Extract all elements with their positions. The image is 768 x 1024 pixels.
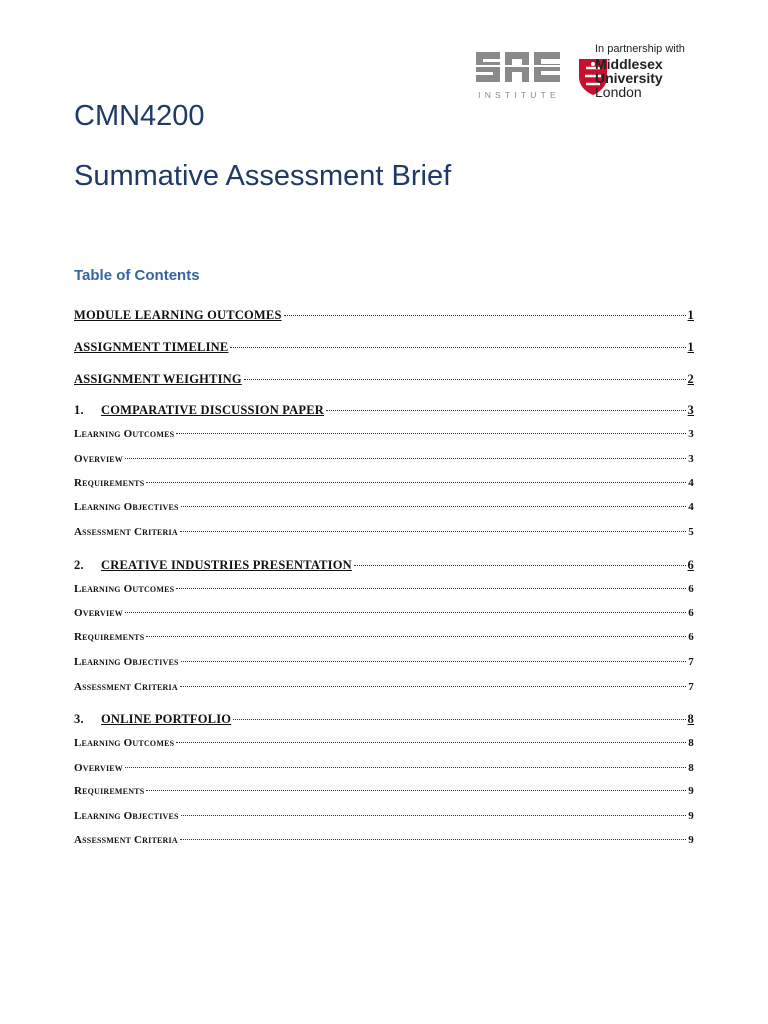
toc-entry[interactable] — [74, 526, 694, 538]
toc-dot-leader — [180, 531, 686, 532]
toc-entry-text: ASSIGNMENT WEIGHTING — [74, 372, 242, 386]
toc-dot-leader — [181, 661, 687, 662]
toc-entry-label — [74, 681, 178, 693]
toc-entry-label — [74, 607, 123, 619]
toc-dot-leader — [176, 742, 686, 743]
toc-entry-text: Overview — [74, 607, 123, 619]
toc-page-number: 4 — [688, 477, 694, 489]
toc-entry-text: Requirements — [74, 477, 145, 489]
toc-page-number: 3 — [688, 428, 694, 440]
header-logos — [474, 44, 694, 104]
sae-institute-text: INSTITUTE — [478, 90, 560, 100]
university-line2: University — [595, 70, 663, 86]
toc-page-number: 5 — [688, 526, 694, 538]
toc-page-number: 9 — [688, 785, 694, 797]
toc-entry[interactable] — [74, 403, 694, 418]
toc-entry-label — [74, 428, 174, 440]
toc-entry-number: 1. — [74, 403, 84, 417]
toc-entry[interactable] — [74, 712, 694, 727]
toc-heading: Table of Contents — [74, 267, 200, 284]
toc-page-number: 9 — [688, 810, 694, 822]
sae-institute-logo — [474, 46, 564, 102]
toc-entry[interactable] — [74, 501, 694, 513]
toc-entry-text: ONLINE PORTFOLIO — [101, 712, 232, 726]
toc-entry-text: Learning Outcomes — [74, 583, 175, 595]
toc-dot-leader — [176, 433, 686, 434]
university-line1: Middlesex — [595, 56, 663, 72]
toc-entry[interactable] — [74, 308, 694, 323]
toc-entry[interactable] — [74, 810, 694, 822]
toc-page-number: 3 — [688, 453, 694, 465]
toc-entry-label — [74, 501, 179, 513]
toc-entry[interactable] — [74, 681, 694, 693]
toc-entry-text: Learning Objectives — [74, 810, 179, 822]
toc-page-number: 8 — [688, 762, 694, 774]
middlesex-wordmark — [595, 44, 685, 100]
toc-entry-text: Overview — [74, 453, 123, 465]
toc-dot-leader — [233, 719, 685, 720]
toc-entry[interactable] — [74, 428, 694, 440]
toc-entry-label — [74, 785, 144, 797]
toc-entry[interactable] — [74, 737, 694, 749]
toc-entry-number: 3. — [74, 712, 84, 726]
toc-entry-text: Assessment Criteria — [74, 834, 178, 846]
toc-dot-leader — [125, 767, 686, 768]
toc-page-number: 7 — [688, 656, 694, 668]
toc-dot-leader — [176, 588, 686, 589]
toc-entry[interactable] — [74, 834, 694, 846]
toc-page-number: 3 — [687, 403, 694, 417]
toc-entry-text: Assessment Criteria — [74, 681, 178, 693]
toc-entry-label — [74, 477, 144, 489]
toc-entry-label — [74, 583, 174, 595]
toc-entry[interactable] — [74, 453, 694, 465]
toc-dot-leader — [125, 458, 686, 459]
toc-entry-number: 2. — [74, 558, 84, 572]
toc-entry[interactable] — [74, 631, 694, 643]
toc-entry-label — [74, 403, 324, 418]
toc-entry-text: Learning Objectives — [74, 501, 179, 513]
partner-text: In partnership with — [595, 43, 685, 55]
toc-page-number: 1 — [687, 308, 694, 322]
toc-dot-leader — [326, 410, 686, 411]
toc-dot-leader — [146, 790, 686, 791]
toc-entry-text: Requirements — [74, 631, 145, 643]
toc-page-number: 1 — [687, 340, 694, 354]
toc-dot-leader — [284, 315, 686, 316]
toc-entry[interactable] — [74, 340, 694, 355]
toc-entry-label — [74, 762, 123, 774]
toc-page-number: 6 — [688, 583, 694, 595]
toc-entry[interactable] — [74, 785, 694, 797]
module-code: CMN4200 — [74, 100, 205, 132]
toc-dot-leader — [180, 839, 686, 840]
toc-page-number: 6 — [688, 607, 694, 619]
toc-page-number: 4 — [688, 501, 694, 513]
document-title: Summative Assessment Brief — [74, 160, 452, 192]
toc-dot-leader — [146, 482, 686, 483]
toc-page-number: 8 — [687, 712, 694, 726]
toc-page-number: 2 — [687, 372, 694, 386]
toc-entry[interactable] — [74, 583, 694, 595]
toc-entry-text: COMPARATIVE DISCUSSION PAPER — [101, 403, 324, 417]
toc-entry-label — [74, 810, 179, 822]
toc-entry-text: ASSIGNMENT TIMELINE — [74, 340, 229, 354]
toc-dot-leader — [125, 612, 686, 613]
toc-entry-label — [74, 631, 144, 643]
toc-entry-text: Learning Outcomes — [74, 428, 175, 440]
toc-entry-text: Learning Outcomes — [74, 737, 175, 749]
toc-dot-leader — [181, 506, 687, 507]
toc-page-number: 8 — [688, 737, 694, 749]
toc-entry[interactable] — [74, 656, 694, 668]
toc-entry[interactable] — [74, 558, 694, 573]
toc-dot-leader — [146, 636, 686, 637]
toc-entry-label — [74, 558, 352, 573]
toc-entry[interactable] — [74, 477, 694, 489]
toc-entry-label — [74, 656, 179, 668]
toc-entry-text: Requirements — [74, 785, 145, 797]
toc-entry[interactable] — [74, 607, 694, 619]
toc-entry-text: Overview — [74, 762, 123, 774]
toc-entry-label — [74, 712, 231, 727]
toc-entry-text: Assessment Criteria — [74, 526, 178, 538]
toc-dot-leader — [181, 815, 687, 816]
toc-entry-text: CREATIVE INDUSTRIES PRESENTATION — [101, 558, 352, 572]
toc-dot-leader — [180, 686, 686, 687]
toc-page-number: 6 — [688, 631, 694, 643]
university-city: London — [595, 84, 642, 100]
toc-dot-leader — [244, 379, 686, 380]
toc-entry-label — [74, 834, 178, 846]
toc-entry-label — [74, 453, 123, 465]
toc-page-number: 9 — [688, 834, 694, 846]
toc-entry[interactable] — [74, 372, 694, 387]
toc-entry-text: MODULE LEARNING OUTCOMES — [74, 308, 282, 322]
toc-entry-label — [74, 737, 174, 749]
toc-page-number: 7 — [688, 681, 694, 693]
toc-entry-text: Learning Objectives — [74, 656, 179, 668]
toc-dot-leader — [230, 347, 685, 348]
toc-entry-label — [74, 340, 228, 355]
toc-entry-label — [74, 372, 242, 387]
toc-entry-label — [74, 526, 178, 538]
toc-entry[interactable] — [74, 762, 694, 774]
toc-entry-label — [74, 308, 282, 323]
toc-dot-leader — [354, 565, 686, 566]
toc-page-number: 6 — [687, 558, 694, 572]
